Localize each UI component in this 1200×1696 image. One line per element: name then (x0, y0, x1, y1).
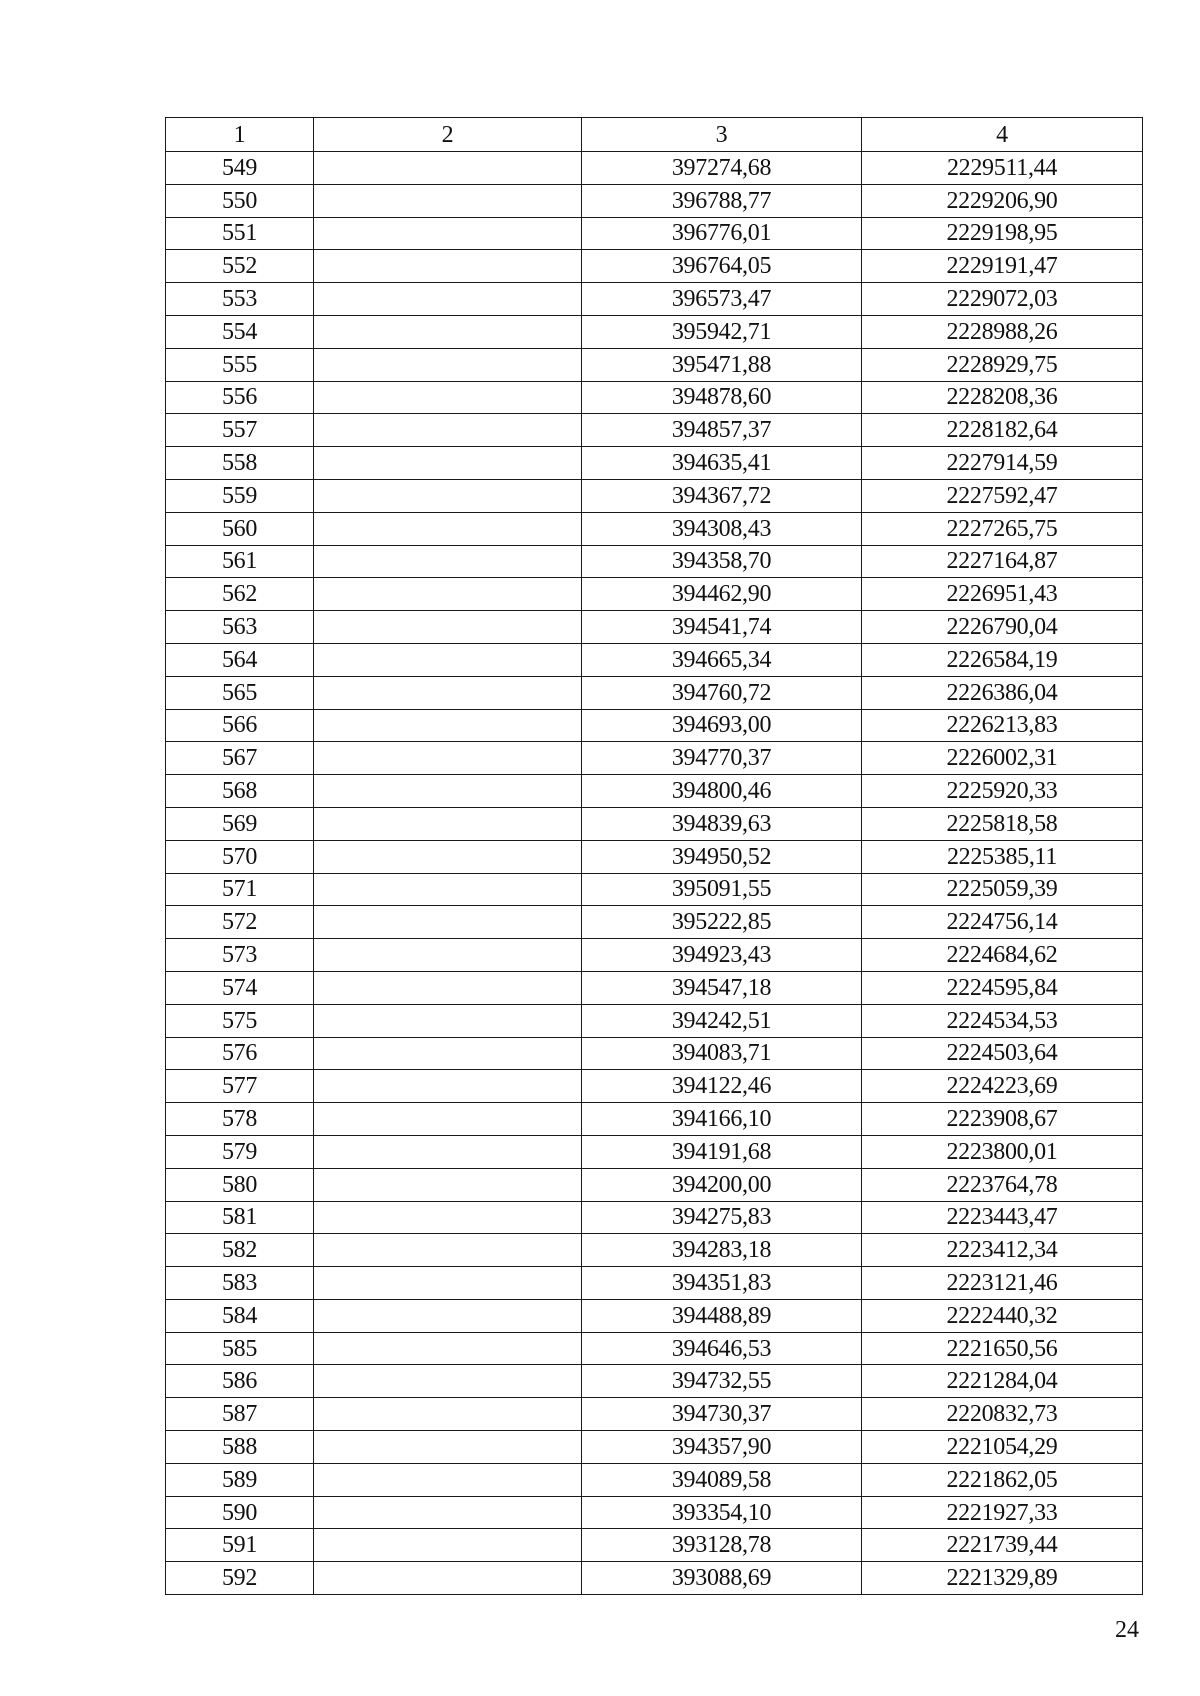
table-row (166, 250, 1143, 283)
point-number-cell: 590 (166, 1496, 314, 1529)
coordinate-y-cell: 2221927,33 (862, 1496, 1143, 1529)
description-cell (314, 447, 582, 480)
point-number-cell: 587 (166, 1398, 314, 1431)
coordinate-y-cell: 2227592,47 (862, 479, 1143, 512)
table-body (166, 152, 1143, 1595)
description-cell (314, 1332, 582, 1365)
coordinate-x-cell: 394760,72 (582, 676, 862, 709)
coordinate-x-cell: 394367,72 (582, 479, 862, 512)
column-header-3: 3 (582, 118, 862, 152)
description-cell (314, 479, 582, 512)
point-number-cell: 555 (166, 348, 314, 381)
point-number-cell: 559 (166, 479, 314, 512)
coordinate-x-cell: 394857,37 (582, 414, 862, 447)
coordinate-x-cell: 394283,18 (582, 1234, 862, 1267)
coordinate-x-cell: 394089,58 (582, 1463, 862, 1496)
table-row (166, 611, 1143, 644)
coordinate-y-cell: 2224756,14 (862, 906, 1143, 939)
table-row (166, 939, 1143, 972)
description-cell (314, 414, 582, 447)
coordinate-x-cell: 394665,34 (582, 643, 862, 676)
description-cell (314, 939, 582, 972)
description-cell (314, 1103, 582, 1136)
coordinate-y-cell: 2229198,95 (862, 217, 1143, 250)
coordinate-y-cell: 2225920,33 (862, 775, 1143, 808)
coordinate-y-cell: 2223443,47 (862, 1201, 1143, 1234)
coordinate-x-cell: 395471,88 (582, 348, 862, 381)
table-row (166, 217, 1143, 250)
coordinate-x-cell: 393088,69 (582, 1562, 862, 1595)
table-row (166, 1070, 1143, 1103)
point-number-cell: 585 (166, 1332, 314, 1365)
point-number-cell: 565 (166, 676, 314, 709)
coordinate-y-cell: 2221329,89 (862, 1562, 1143, 1595)
table-row (166, 512, 1143, 545)
point-number-cell: 591 (166, 1529, 314, 1562)
coordinate-x-cell: 394923,43 (582, 939, 862, 972)
description-cell (314, 1562, 582, 1595)
point-number-cell: 549 (166, 152, 314, 185)
description-cell (314, 906, 582, 939)
description-cell (314, 545, 582, 578)
point-number-cell: 581 (166, 1201, 314, 1234)
coordinate-y-cell: 2223800,01 (862, 1135, 1143, 1168)
point-number-cell: 571 (166, 873, 314, 906)
coordinate-x-cell: 394122,46 (582, 1070, 862, 1103)
coordinate-x-cell: 394358,70 (582, 545, 862, 578)
coordinate-y-cell: 2227265,75 (862, 512, 1143, 545)
coordinate-y-cell: 2228182,64 (862, 414, 1143, 447)
description-cell (314, 184, 582, 217)
coordinate-y-cell: 2224503,64 (862, 1037, 1143, 1070)
point-number-cell: 572 (166, 906, 314, 939)
description-cell (314, 1299, 582, 1332)
point-number-cell: 558 (166, 447, 314, 480)
coordinate-y-cell: 2226002,31 (862, 742, 1143, 775)
description-cell (314, 1037, 582, 1070)
coordinate-x-cell: 396764,05 (582, 250, 862, 283)
description-cell (314, 971, 582, 1004)
table-row (166, 1562, 1143, 1595)
description-cell (314, 1004, 582, 1037)
coordinate-x-cell: 394770,37 (582, 742, 862, 775)
point-number-cell: 568 (166, 775, 314, 808)
table-row (166, 152, 1143, 185)
description-cell (314, 643, 582, 676)
table-row (166, 1103, 1143, 1136)
coordinate-y-cell: 2220832,73 (862, 1398, 1143, 1431)
point-number-cell: 552 (166, 250, 314, 283)
description-cell (314, 1398, 582, 1431)
point-number-cell: 566 (166, 709, 314, 742)
description-cell (314, 1431, 582, 1464)
table-row (166, 807, 1143, 840)
coordinate-y-cell: 2225059,39 (862, 873, 1143, 906)
point-number-cell: 592 (166, 1562, 314, 1595)
table-row (166, 315, 1143, 348)
description-cell (314, 381, 582, 414)
point-number-cell: 562 (166, 578, 314, 611)
description-cell (314, 283, 582, 316)
coordinate-y-cell: 2224534,53 (862, 1004, 1143, 1037)
coordinate-y-cell: 2228988,26 (862, 315, 1143, 348)
point-number-cell: 588 (166, 1431, 314, 1464)
description-cell (314, 1201, 582, 1234)
point-number-cell: 557 (166, 414, 314, 447)
page-number: 24 (1115, 1617, 1139, 1643)
description-cell (314, 1168, 582, 1201)
coordinate-y-cell: 2225385,11 (862, 840, 1143, 873)
table-row (166, 1135, 1143, 1168)
coordinate-y-cell: 2226386,04 (862, 676, 1143, 709)
point-number-cell: 569 (166, 807, 314, 840)
table-row (166, 1267, 1143, 1300)
coordinate-x-cell: 394275,83 (582, 1201, 862, 1234)
table-row (166, 1398, 1143, 1431)
point-number-cell: 554 (166, 315, 314, 348)
point-number-cell: 574 (166, 971, 314, 1004)
point-number-cell: 561 (166, 545, 314, 578)
description-cell (314, 315, 582, 348)
coordinate-x-cell: 394635,41 (582, 447, 862, 480)
coordinate-y-cell: 2222440,32 (862, 1299, 1143, 1332)
coordinate-y-cell: 2228929,75 (862, 348, 1143, 381)
coordinate-y-cell: 2227914,59 (862, 447, 1143, 480)
description-cell (314, 1463, 582, 1496)
coordinate-x-cell: 394200,00 (582, 1168, 862, 1201)
coordinate-y-cell: 2223764,78 (862, 1168, 1143, 1201)
coordinate-y-cell: 2223908,67 (862, 1103, 1143, 1136)
table-row (166, 348, 1143, 381)
coordinate-x-cell: 394166,10 (582, 1103, 862, 1136)
coordinate-y-cell: 2228208,36 (862, 381, 1143, 414)
point-number-cell: 564 (166, 643, 314, 676)
point-number-cell: 584 (166, 1299, 314, 1332)
point-number-cell: 560 (166, 512, 314, 545)
description-cell (314, 611, 582, 644)
table-row (166, 1234, 1143, 1267)
point-number-cell: 570 (166, 840, 314, 873)
coordinate-x-cell: 396776,01 (582, 217, 862, 250)
table-row (166, 873, 1143, 906)
point-number-cell: 582 (166, 1234, 314, 1267)
coordinate-x-cell: 394878,60 (582, 381, 862, 414)
table-row (166, 1463, 1143, 1496)
coordinate-y-cell: 2229511,44 (862, 152, 1143, 185)
coordinate-y-cell: 2225818,58 (862, 807, 1143, 840)
coordinate-x-cell: 394308,43 (582, 512, 862, 545)
coordinate-y-cell: 2221739,44 (862, 1529, 1143, 1562)
point-number-cell: 579 (166, 1135, 314, 1168)
description-cell (314, 1496, 582, 1529)
description-cell (314, 1234, 582, 1267)
coordinate-x-cell: 396573,47 (582, 283, 862, 316)
table-row (166, 1496, 1143, 1529)
description-cell (314, 1365, 582, 1398)
coordinate-x-cell: 394547,18 (582, 971, 862, 1004)
description-cell (314, 709, 582, 742)
point-number-cell: 567 (166, 742, 314, 775)
coordinate-y-cell: 2221862,05 (862, 1463, 1143, 1496)
table-row (166, 414, 1143, 447)
coordinate-y-cell: 2229191,47 (862, 250, 1143, 283)
coordinate-y-cell: 2221054,29 (862, 1431, 1143, 1464)
coordinate-y-cell: 2223121,46 (862, 1267, 1143, 1300)
coordinate-x-cell: 393354,10 (582, 1496, 862, 1529)
description-cell (314, 217, 582, 250)
table-row (166, 447, 1143, 480)
coordinate-x-cell: 395091,55 (582, 873, 862, 906)
coordinate-y-cell: 2224684,62 (862, 939, 1143, 972)
table-row (166, 184, 1143, 217)
description-cell (314, 775, 582, 808)
coordinate-x-cell: 394488,89 (582, 1299, 862, 1332)
coordinate-x-cell: 394800,46 (582, 775, 862, 808)
coordinate-x-cell: 394083,71 (582, 1037, 862, 1070)
description-cell (314, 1267, 582, 1300)
point-number-cell: 583 (166, 1267, 314, 1300)
coordinate-x-cell: 395942,71 (582, 315, 862, 348)
coordinates-table (165, 117, 1143, 1595)
description-cell (314, 1529, 582, 1562)
description-cell (314, 348, 582, 381)
coordinate-x-cell: 394730,37 (582, 1398, 862, 1431)
table-row (166, 545, 1143, 578)
table-header-row (166, 118, 1143, 152)
point-number-cell: 550 (166, 184, 314, 217)
point-number-cell: 575 (166, 1004, 314, 1037)
coordinate-x-cell: 394950,52 (582, 840, 862, 873)
point-number-cell: 551 (166, 217, 314, 250)
table-row (166, 578, 1143, 611)
table-row (166, 283, 1143, 316)
table-row (166, 840, 1143, 873)
table-row (166, 1332, 1143, 1365)
coordinate-y-cell: 2229206,90 (862, 184, 1143, 217)
table-row (166, 1431, 1143, 1464)
column-header-4: 4 (862, 118, 1143, 152)
point-number-cell: 589 (166, 1463, 314, 1496)
coordinate-x-cell: 396788,77 (582, 184, 862, 217)
description-cell (314, 250, 582, 283)
coordinate-x-cell: 394646,53 (582, 1332, 862, 1365)
description-cell (314, 578, 582, 611)
coordinate-x-cell: 394541,74 (582, 611, 862, 644)
table-row (166, 1168, 1143, 1201)
point-number-cell: 573 (166, 939, 314, 972)
coordinate-x-cell: 394351,83 (582, 1267, 862, 1300)
point-number-cell: 586 (166, 1365, 314, 1398)
table-row (166, 1365, 1143, 1398)
point-number-cell: 563 (166, 611, 314, 644)
table-row (166, 775, 1143, 808)
coordinate-x-cell: 394839,63 (582, 807, 862, 840)
coordinate-y-cell: 2226584,19 (862, 643, 1143, 676)
table-row (166, 381, 1143, 414)
description-cell (314, 807, 582, 840)
table-row (166, 1037, 1143, 1070)
coordinate-x-cell: 397274,68 (582, 152, 862, 185)
table-row (166, 676, 1143, 709)
coordinate-x-cell: 394191,68 (582, 1135, 862, 1168)
coordinate-y-cell: 2226213,83 (862, 709, 1143, 742)
coordinate-x-cell: 394242,51 (582, 1004, 862, 1037)
column-header-1: 1 (166, 118, 314, 152)
point-number-cell: 577 (166, 1070, 314, 1103)
column-header-2: 2 (314, 118, 582, 152)
point-number-cell: 576 (166, 1037, 314, 1070)
description-cell (314, 1135, 582, 1168)
coordinate-y-cell: 2221284,04 (862, 1365, 1143, 1398)
coordinate-y-cell: 2224223,69 (862, 1070, 1143, 1103)
table-row (166, 1299, 1143, 1332)
coordinate-y-cell: 2227164,87 (862, 545, 1143, 578)
coordinate-y-cell: 2223412,34 (862, 1234, 1143, 1267)
coordinate-x-cell: 394732,55 (582, 1365, 862, 1398)
table-row (166, 971, 1143, 1004)
coordinate-x-cell: 395222,85 (582, 906, 862, 939)
table-row (166, 1201, 1143, 1234)
table-row (166, 1529, 1143, 1562)
point-number-cell: 553 (166, 283, 314, 316)
table-row (166, 742, 1143, 775)
coordinate-y-cell: 2226951,43 (862, 578, 1143, 611)
point-number-cell: 578 (166, 1103, 314, 1136)
coordinate-y-cell: 2224595,84 (862, 971, 1143, 1004)
table-row (166, 1004, 1143, 1037)
description-cell (314, 873, 582, 906)
coordinate-y-cell: 2229072,03 (862, 283, 1143, 316)
table-row (166, 709, 1143, 742)
description-cell (314, 512, 582, 545)
description-cell (314, 676, 582, 709)
coordinate-x-cell: 394462,90 (582, 578, 862, 611)
description-cell (314, 1070, 582, 1103)
table-row (166, 906, 1143, 939)
coordinate-x-cell: 393128,78 (582, 1529, 862, 1562)
table-row (166, 643, 1143, 676)
description-cell (314, 840, 582, 873)
point-number-cell: 580 (166, 1168, 314, 1201)
description-cell (314, 742, 582, 775)
coordinate-y-cell: 2221650,56 (862, 1332, 1143, 1365)
coordinate-y-cell: 2226790,04 (862, 611, 1143, 644)
coordinate-x-cell: 394357,90 (582, 1431, 862, 1464)
coordinate-x-cell: 394693,00 (582, 709, 862, 742)
description-cell (314, 152, 582, 185)
table-row (166, 479, 1143, 512)
point-number-cell: 556 (166, 381, 314, 414)
